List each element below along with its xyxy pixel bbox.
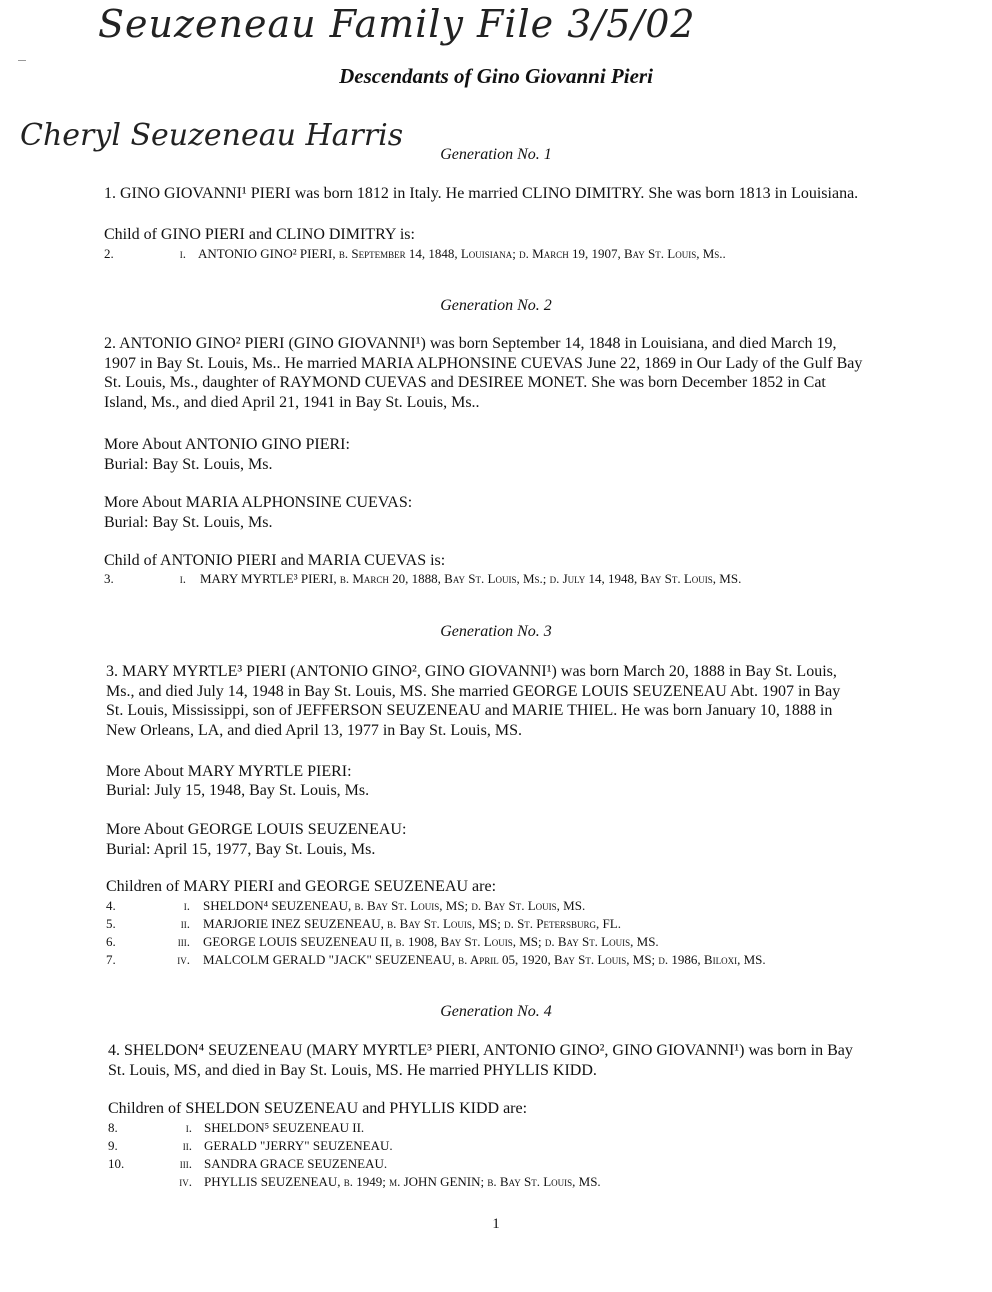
child-roman: i. [179, 246, 186, 261]
list-item [108, 1138, 908, 1154]
handwritten-title: Seuzeneau Family File 3/5/02 [98, 2, 696, 46]
child-number: 8. [108, 1120, 118, 1135]
children-heading: Children of MARY PIERI and GEORGE SEUZENEAU are: [106, 878, 497, 895]
list-item [106, 952, 906, 968]
child-text: SHELDON⁵ SEUZENEAU II. [204, 1120, 365, 1135]
child-number: 7. [106, 952, 116, 967]
generation-paragraph: 1. GINO GIOVANNI¹ PIERI was born 1812 in Italy. He married CLINO DIMITRY. She was born 1813 in Louisiana. [104, 185, 859, 202]
list-item [104, 571, 904, 587]
child-number: 10. [108, 1156, 125, 1171]
list-item [106, 916, 906, 932]
child-number: 4. [106, 898, 116, 913]
list-item [106, 898, 906, 914]
more-about-text: Burial: Bay St. Louis, Ms. [104, 456, 273, 473]
child-text: MALCOLM GERALD "JACK" SEUZENEAU, b. April 05, 1920, Bay St. Louis, MS; d. 1986, Biloxi, MS. [203, 952, 766, 967]
child-roman: ii. [182, 1138, 192, 1153]
child-number: 6. [106, 934, 116, 949]
generation-heading: Generation No. 3 [440, 623, 552, 640]
child-text: SANDRA GRACE SEUZENEAU. [204, 1156, 388, 1171]
child-text: GEORGE LOUIS SEUZENEAU II, b. 1908, Bay St. Louis, MS; d. Bay St. Louis, MS. [203, 934, 659, 949]
child-roman: iii. [179, 1156, 192, 1171]
children-heading: Child of ANTONIO PIERI and MARIA CUEVAS is: [104, 552, 446, 569]
more-about-text: Burial: April 15, 1977, Bay St. Louis, Ms. [106, 841, 376, 858]
child-number: 2. [104, 246, 114, 261]
list-item [108, 1174, 908, 1190]
children-heading: Child of GINO PIERI and CLINO DIMITRY is: [104, 226, 415, 243]
page-number: 1 [492, 1216, 500, 1232]
more-about-heading: More About ANTONIO GINO PIERI: [104, 436, 350, 453]
generation-heading: Generation No. 2 [440, 297, 552, 314]
list-item [108, 1156, 908, 1172]
child-text: MARY MYRTLE³ PIERI, b. March 20, 1888, Bay St. Louis, Ms.; d. July 14, 1948, Bay St. Louis, MS. [200, 571, 742, 586]
child-roman: i. [179, 571, 186, 586]
child-text: SHELDON⁴ SEUZENEAU, b. Bay St. Louis, MS; d. Bay St. Louis, MS. [203, 898, 586, 913]
child-roman: iii. [177, 934, 190, 949]
children-heading: Children of SHELDON SEUZENEAU and PHYLLIS KIDD are: [108, 1100, 528, 1117]
more-about-heading: More About MARY MYRTLE PIERI: [106, 763, 352, 780]
generation-heading: Generation No. 4 [440, 1003, 552, 1020]
child-text: ANTONIO GINO² PIERI, b. September 14, 1848, Louisiana; d. March 19, 1907, Bay St. Louis, Ms.. [198, 246, 726, 261]
page-title: Descendants of Gino Giovanni Pieri [339, 64, 653, 88]
child-text: PHYLLIS SEUZENEAU, b. 1949; m. JOHN GENIN; b. Bay St. Louis, MS. [204, 1174, 601, 1189]
more-about-heading: More About GEORGE LOUIS SEUZENEAU: [106, 821, 407, 838]
child-roman: iv. [179, 1174, 192, 1189]
list-item [104, 246, 904, 262]
child-number: 9. [108, 1138, 118, 1153]
child-roman: iv. [177, 952, 190, 967]
child-number: 3. [104, 571, 114, 586]
generation-paragraph: 4. SHELDON⁴ SEUZENEAU (MARY MYRTLE³ PIERI, ANTONIO GINO², GINO GIOVANNI¹) was born in Bay St. Louis, MS, and died in Bay St. Louis, MS. He married PHYLLIS KIDD. [108, 1042, 853, 1079]
child-roman: i. [185, 1120, 192, 1135]
child-number: 5. [106, 916, 116, 931]
list-item [106, 934, 906, 950]
more-about-text: Burial: Bay St. Louis, Ms. [104, 514, 273, 531]
more-about-text: Burial: July 15, 1948, Bay St. Louis, Ms. [106, 782, 370, 799]
more-about-heading: More About MARIA ALPHONSINE CUEVAS: [104, 494, 413, 511]
list-item [108, 1120, 908, 1136]
handwritten-signature: Cheryl Seuzeneau Harris [20, 118, 404, 153]
child-roman: i. [183, 898, 190, 913]
generation-paragraph: 2. ANTONIO GINO² PIERI (GINO GIOVANNI¹) was born September 14, 1848 in Louisiana, and died March 19, 1907 in Bay St. Louis, Ms.. He married MARIA ALPHONSINE CUEVAS June 22, 1869 in Our Lady of the Gulf Bay St. Louis, Ms., daughter of RAYMOND CUEVAS and DESIREE MONET. She was born December 1852 in Cat Island, Ms., and died April 21, 1941 in Bay St. Louis, Ms.. [104, 335, 863, 411]
child-roman: ii. [180, 916, 190, 931]
generation-paragraph: 3. MARY MYRTLE³ PIERI (ANTONIO GINO², GINO GIOVANNI¹) was born March 20, 1888 in Bay St. Louis, Ms., and died July 14, 1948 in Bay St. Louis, MS. She married GEORGE LOUIS SEUZENEAU Abt. 1907 in Bay St. Louis, Mississippi, son of JEFFERSON SEUZENEAU and MARIE THIEL. He was born January 10, 1888 in New Orleans, LA, and died April 13, 1977 in Bay St. Louis, MS. [106, 663, 841, 739]
scan-mark [18, 60, 26, 61]
generation-heading: Generation No. 1 [440, 146, 552, 163]
child-text: MARJORIE INEZ SEUZENEAU, b. Bay St. Louis, MS; d. St. Petersburg, FL. [203, 916, 621, 931]
child-text: GERALD "JERRY" SEUZENEAU. [204, 1138, 393, 1153]
